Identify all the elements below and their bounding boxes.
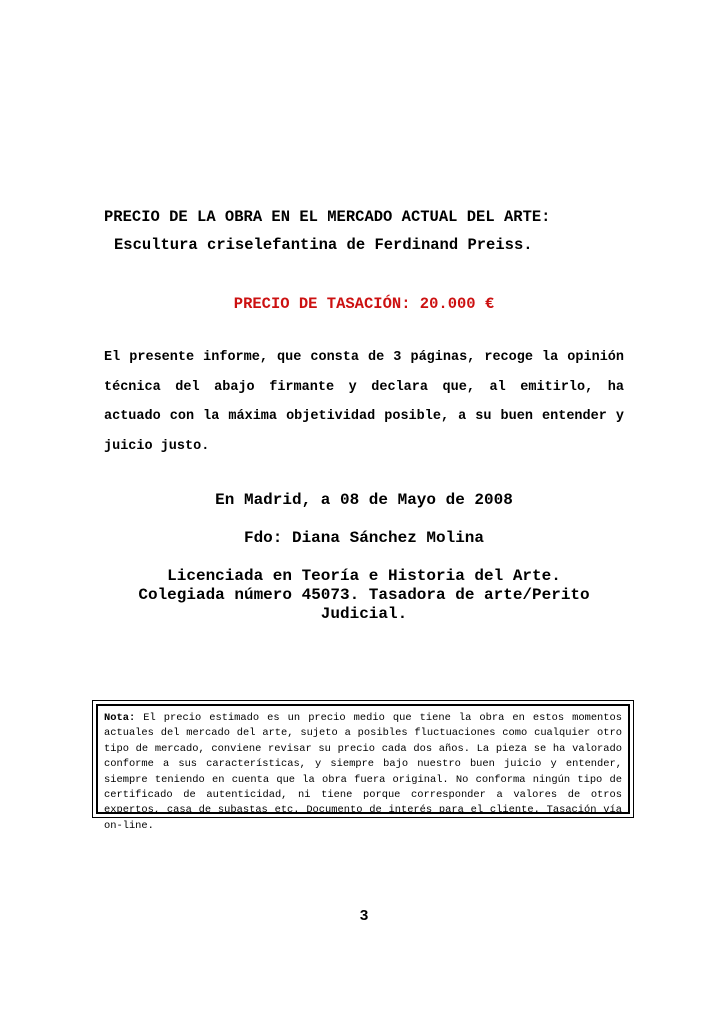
credentials-line-3: Judicial.: [320, 605, 408, 623]
signature: Fdo: Diana Sánchez Molina: [243, 529, 485, 547]
heading-line-2: Escultura criselefantina de Ferdinand Preiss.: [114, 236, 533, 254]
note-label: Nota:: [104, 712, 136, 724]
credentials-line-1: Licenciada en Teoría e Historia del Arte.: [167, 567, 561, 585]
valuation-price: PRECIO DE TASACIÓN: 20.000 €: [233, 295, 495, 313]
note-text: El precio estimado es un precio medio que tiene la obra en estos momentos actuales del mercado del arte, sujeto a posibles fluctuaciones como cualquier otro tipo de mercado, conviene revisar su precio cada dos años. La pieza se ha valorado conforme a sus características, y siempre bajo nuestro buen juicio y entender, siempre teniendo en cuenta que la obra fuera original. No conforma ningún tipo de certificado de autenticidad, ni tiene porque corresponder a valores de otros expertos, casa de subastas etc. Documento de interés para el cliente. Tasación vía on-line.: [104, 712, 622, 832]
credentials: [94, 567, 634, 624]
place-date: En Madrid, a 08 de Mayo de 2008: [215, 491, 513, 509]
heading-line-1: PRECIO DE LA OBRA EN EL MERCADO ACTUAL DEL ARTE:: [104, 208, 551, 226]
note-content: [96, 704, 630, 832]
report-paragraph: El presente informe, que consta de 3 páginas, recoge la opinión técnica del abajo firmante y declara que, al emitirlo, ha actuado con la máxima objetividad posible, a su buen entender y juicio justo.: [104, 350, 624, 454]
credentials-line-2: Colegiada número 45073. Tasadora de arte/Perito: [138, 586, 590, 604]
page-number: 3: [359, 908, 369, 925]
note-box: [92, 700, 634, 832]
